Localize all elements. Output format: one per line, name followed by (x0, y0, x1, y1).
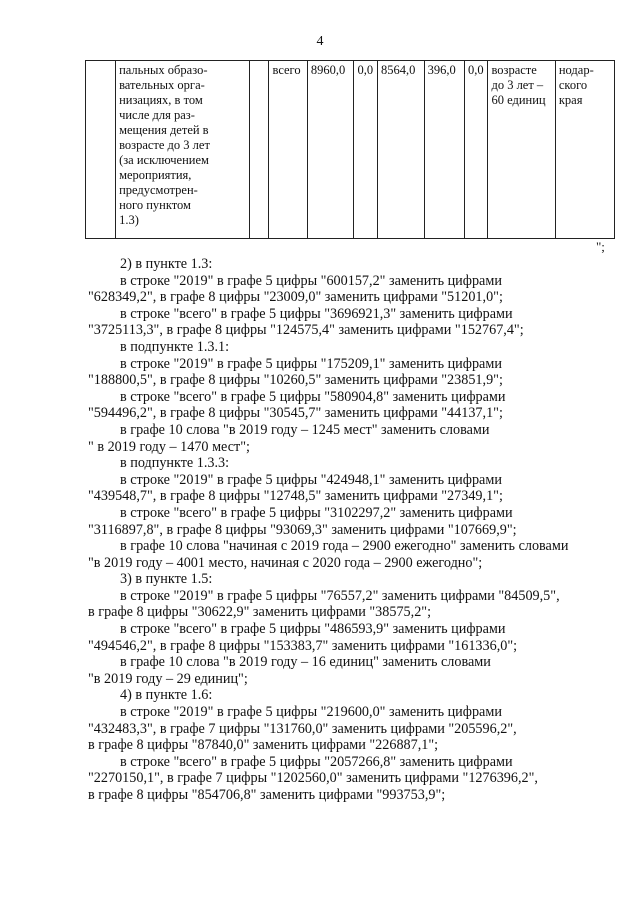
executor-line: нодар- (558, 63, 594, 77)
paragraph-line: в строке "2019" в графе 5 цифры "424948,1" заменить цифрами (120, 471, 502, 488)
description-line: вательных орга- (119, 78, 205, 92)
result-line: 60 единиц (491, 93, 546, 107)
table-cell-source: всего (269, 61, 307, 239)
table-cell-empty (249, 61, 269, 239)
description-line: предусмотрен- (119, 183, 198, 197)
document-body (88, 256, 606, 804)
paragraph-line: "2270150,1", в графе 7 цифры "1202560,0" заменить цифрами "1276396,2", (88, 770, 538, 787)
paragraph-line: "628349,2", в графе 8 цифры "23009,0" заменить цифрами "51201,0"; (88, 289, 503, 306)
paragraph-line: в строке "всего" в графе 5 цифры "2057266,8" заменить цифрами (120, 753, 513, 770)
description-line: числе для раз- (119, 108, 195, 122)
description-line: мещения детей в (119, 123, 209, 137)
paragraph-line: "188800,5", в графе 8 цифры "10260,5" заменить цифрами "23851,9"; (88, 372, 503, 389)
paragraph-line: в графе 8 цифры "30622,9" заменить цифрами "38575,2"; (88, 604, 432, 621)
paragraph-line: в графе 10 слова "в 2019 году – 16 единиц" заменить словами (120, 654, 491, 671)
page-number: 4 (316, 34, 324, 49)
table-cell-other: 0,0 (465, 61, 488, 239)
paragraph-line: в строке "всего" в графе 5 цифры "3696921,3" заменить цифрами (120, 305, 513, 322)
table-end-mark: "; (596, 239, 605, 254)
paragraph-line: в строке "всего" в графе 5 цифры "3102297,2" заменить цифрами (120, 504, 513, 521)
table-cell-federal: 0,0 (354, 61, 377, 239)
description-lines (119, 63, 246, 228)
paragraph-line: "594496,2", в графе 8 цифры "30545,7" заменить цифрами "44137,1"; (88, 405, 503, 422)
paragraph-line: в графе 10 слова "в 2019 году – 1245 мест" заменить словами (120, 421, 490, 438)
table-cell-index (86, 61, 116, 239)
paragraph-line: в строке "2019" в графе 5 цифры "600157,2" заменить цифрами (120, 272, 502, 289)
description-line: пальных образо- (119, 63, 208, 77)
paragraph-line: в графе 8 цифры "854706,8" заменить цифрами "993753,9"; (88, 787, 446, 803)
table-row (86, 61, 615, 239)
table-cell-executor (555, 61, 614, 239)
paragraph-line: в строке "2019" в графе 5 цифры "219600,0" заменить цифрами (120, 704, 502, 721)
paragraph-line: в строке "2019" в графе 5 цифры "175209,1" заменить цифрами (120, 355, 502, 372)
result-line: до 3 лет – (491, 78, 544, 92)
paragraph-line: "в 2019 году – 29 единиц"; (88, 670, 248, 687)
program-table (85, 60, 615, 239)
paragraph-line: в строке "всего" в графе 5 цифры "486593,9" заменить цифрами (120, 621, 506, 638)
paragraph-line: "3116897,8", в графе 8 цифры "93069,3" заменить цифрами "107669,9"; (88, 521, 517, 538)
paragraph-line: в подпункте 1.3.1: (120, 338, 230, 355)
paragraph-line: в графе 10 слова "начиная с 2019 года – 2900 ежегодно" заменить словами (120, 538, 569, 555)
paragraph-line: в графе 8 цифры "87840,0" заменить цифрами "226887,1"; (88, 737, 439, 754)
paragraph-line: в строке "2019" в графе 5 цифры "76557,2" заменить цифрами "84509,5", (120, 587, 560, 604)
executor-line: ского (558, 78, 588, 92)
description-line: 1.3) (119, 213, 139, 227)
paragraph-line: в подпункте 1.3.3: (120, 455, 230, 472)
paragraph-line: "432483,3", в графе 7 цифры "131760,0" заменить цифрами "205596,2", (88, 720, 517, 737)
paragraph-line: "3725113,3", в графе 8 цифры "124575,4" заменить цифрами "152767,4"; (88, 322, 524, 339)
table-cell-regional: 8564,0 (377, 61, 424, 239)
description-line: низациях, в том (119, 93, 203, 107)
result-line: возрасте (491, 63, 537, 77)
executor-line: края (558, 93, 583, 107)
table-cell-description (116, 61, 250, 239)
paragraph-line: "в 2019 году – 4001 место, начиная с 2020 года – 2900 ежегодно"; (88, 554, 483, 571)
table-cell-total: 8960,0 (307, 61, 354, 239)
paragraph-line: в строке "всего" в графе 5 цифры "580904,8" заменить цифрами (120, 388, 506, 405)
paragraph-line: "494546,2", в графе 8 цифры "153383,7" заменить цифрами "161336,0"; (88, 637, 518, 654)
paragraph-line: "439548,7", в графе 8 цифры "12748,5" заменить цифрами "27349,1"; (88, 488, 503, 505)
result-lines (491, 63, 551, 108)
description-line: ного пунктом (119, 198, 191, 212)
paragraph-line: 3) в пункте 1.5: (120, 571, 213, 588)
description-line: (за исключением (119, 153, 209, 167)
paragraph-line: " в 2019 году – 1470 мест"; (88, 438, 250, 455)
paragraph-line: 2) в пункте 1.3: (120, 256, 213, 272)
description-line: возрасте до 3 лет (119, 138, 210, 152)
table-cell-result (488, 61, 555, 239)
executor-lines (559, 63, 611, 108)
description-line: мероприятия, (119, 168, 192, 182)
paragraph-line: 4) в пункте 1.6: (120, 687, 213, 704)
table-cell-local: 396,0 (424, 61, 464, 239)
